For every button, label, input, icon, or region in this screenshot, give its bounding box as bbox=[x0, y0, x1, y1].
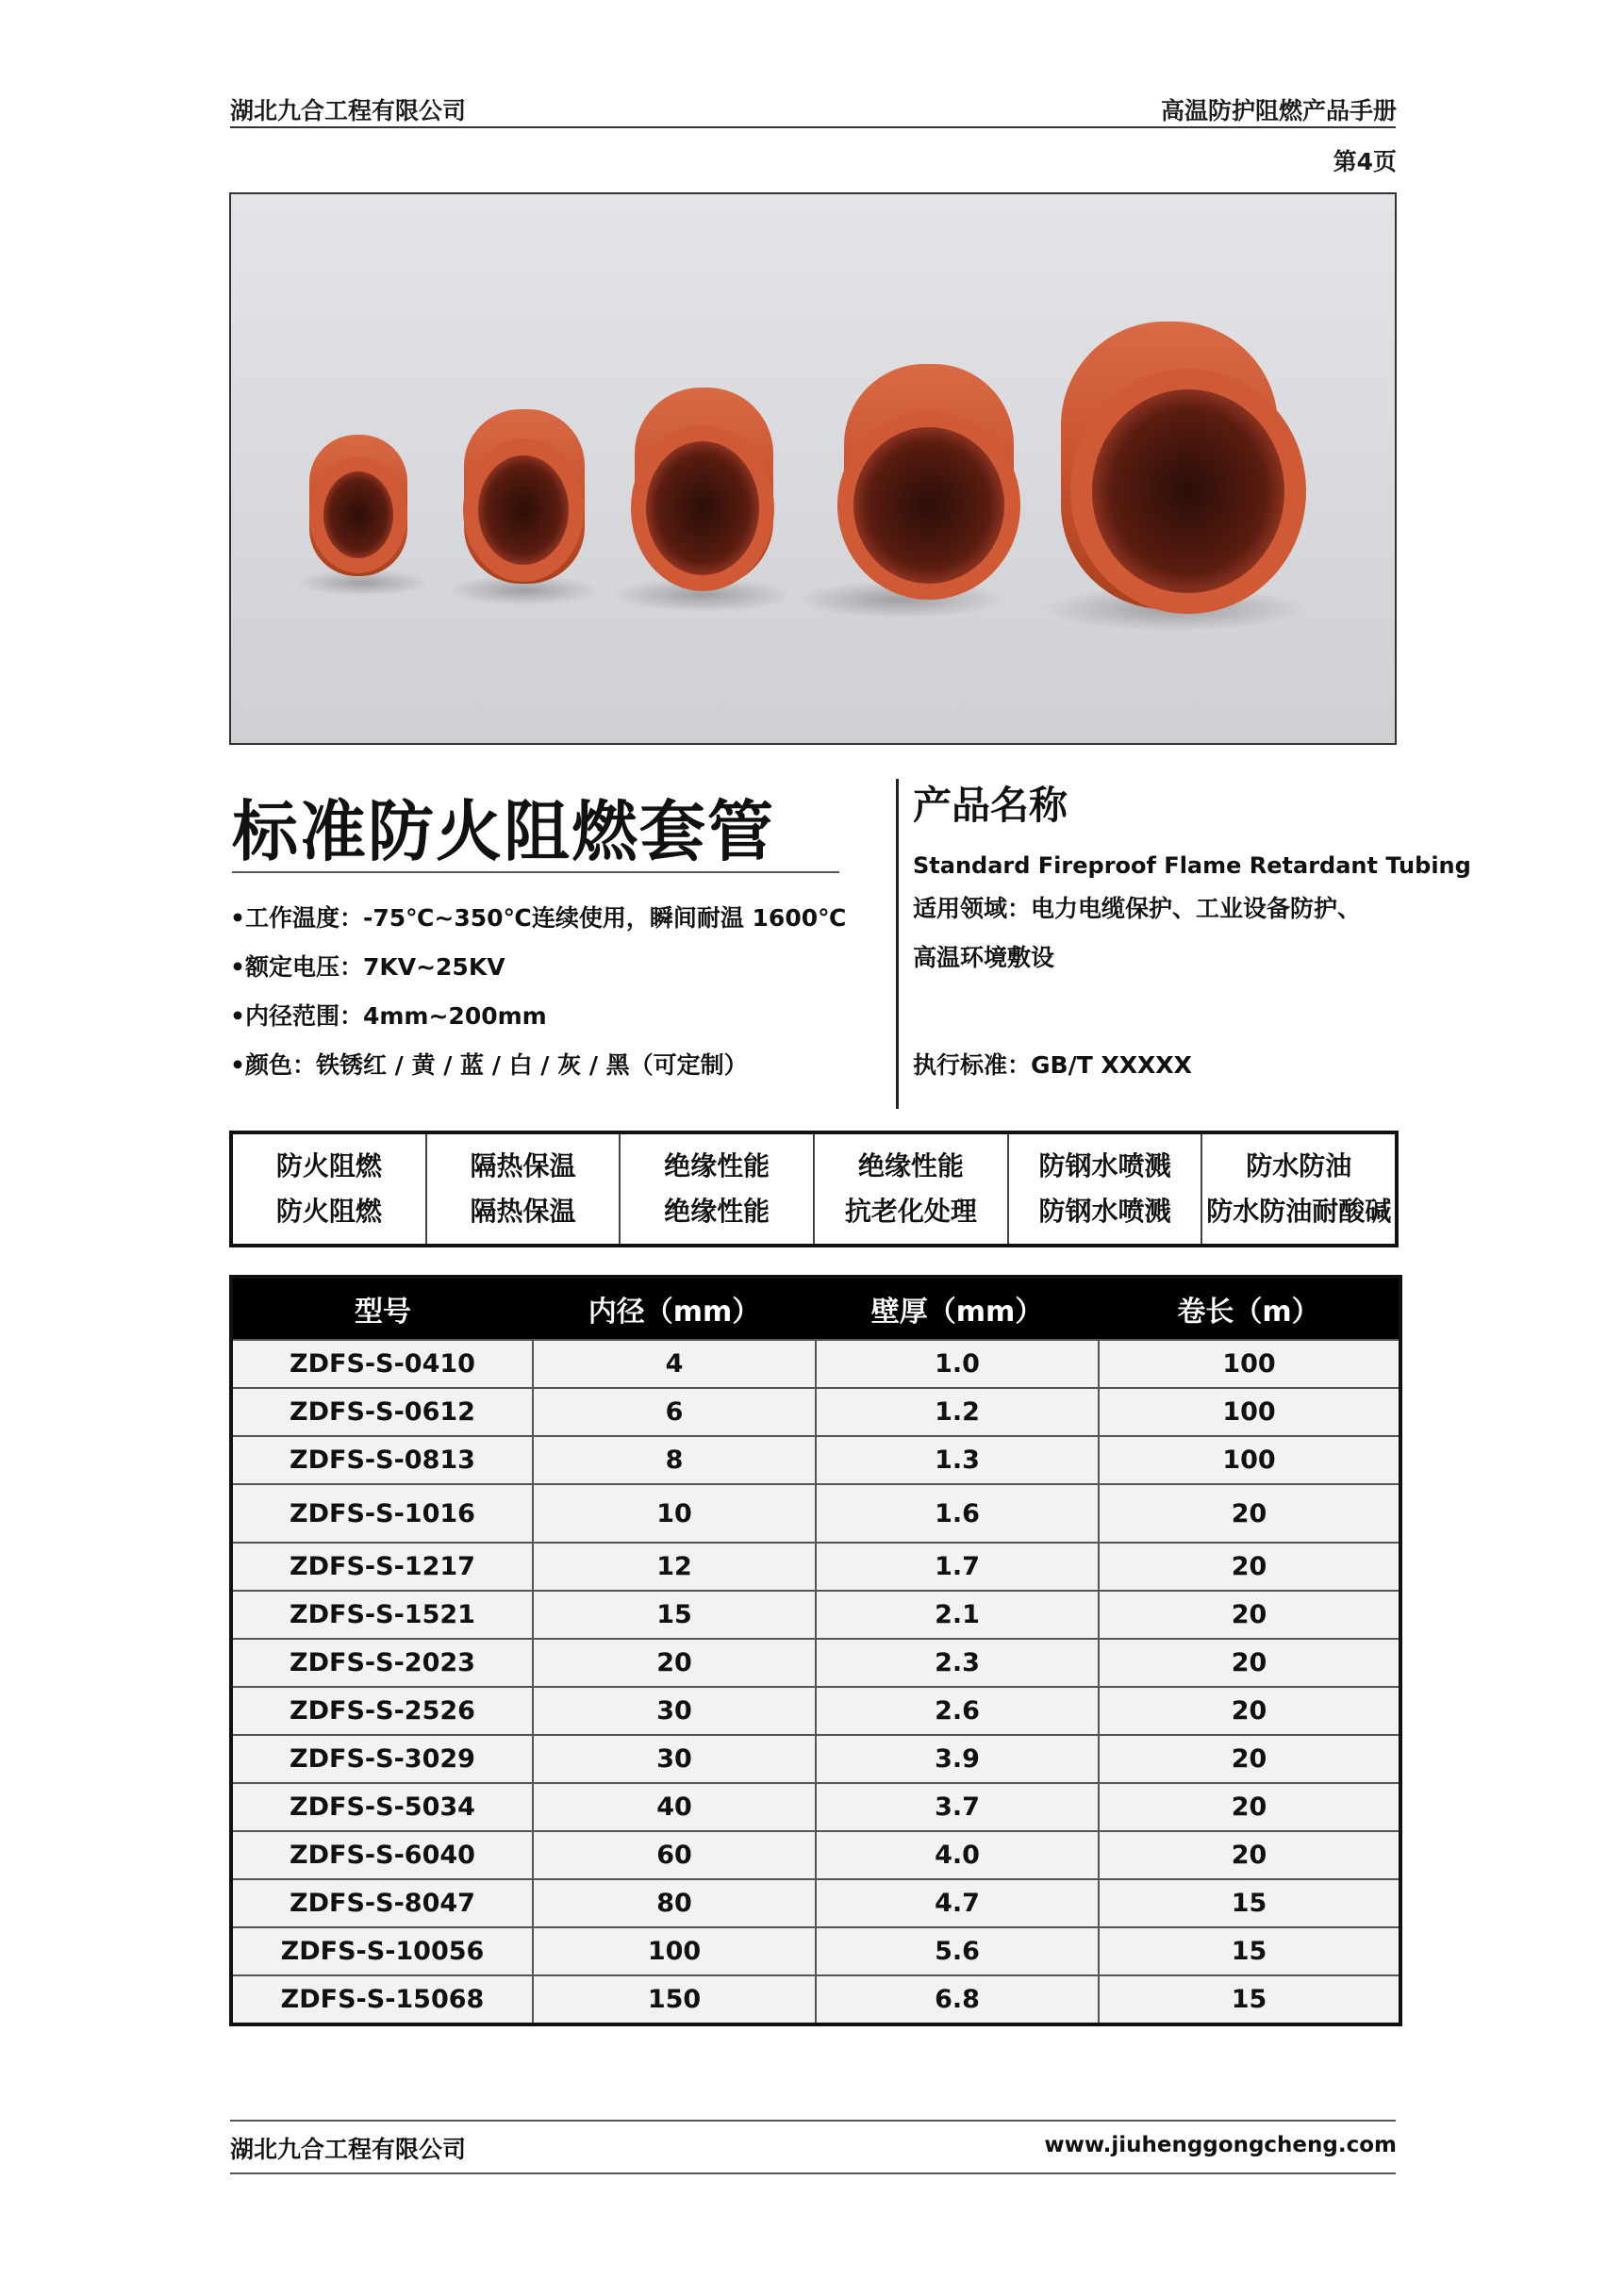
product-name-block bbox=[913, 781, 1471, 983]
cell-wall-thickness: 1.7 bbox=[816, 1543, 1099, 1591]
feature-cell bbox=[621, 1134, 815, 1244]
vertical-divider bbox=[896, 779, 899, 1109]
product-photo bbox=[229, 192, 1397, 745]
cell-inner-diameter: 30 bbox=[533, 1735, 816, 1783]
application-line-2: 高温环境敷设 bbox=[913, 944, 1055, 971]
cell-inner-diameter: 6 bbox=[533, 1388, 816, 1436]
cell-roll-length: 20 bbox=[1099, 1687, 1400, 1735]
product-title: 标准防火阻燃套管 bbox=[232, 793, 775, 870]
product-photo-tubes bbox=[231, 194, 1395, 743]
spec-temperature: •工作温度：-75℃~350℃连续使用，瞬间耐温 1600℃ bbox=[230, 904, 847, 932]
table-row bbox=[231, 1340, 1400, 1388]
spec-inner-diameter: •内径范围：4mm~200mm bbox=[230, 1002, 547, 1030]
spec-voltage: •额定电压：7KV~25KV bbox=[230, 953, 505, 981]
feature-cell bbox=[427, 1134, 621, 1244]
feature-top: 防钢水喷溅 bbox=[1038, 1150, 1171, 1181]
cell-model: ZDFS-S-6040 bbox=[231, 1831, 533, 1879]
table-row bbox=[231, 1388, 1400, 1436]
feature-top: 绝缘性能 bbox=[857, 1150, 964, 1181]
footer-divider-bottom bbox=[230, 2172, 1396, 2174]
spec-table bbox=[229, 1275, 1402, 2026]
feature-cell bbox=[1202, 1134, 1395, 1244]
standard-text: 执行标准：GB/T XXXXX bbox=[913, 1051, 1192, 1079]
table-row bbox=[231, 1484, 1400, 1543]
cell-wall-thickness: 2.1 bbox=[816, 1591, 1099, 1639]
table-row bbox=[231, 1543, 1400, 1591]
feature-top: 绝缘性能 bbox=[664, 1150, 770, 1181]
table-row bbox=[231, 1783, 1400, 1831]
cell-wall-thickness: 6.8 bbox=[816, 1975, 1099, 2024]
feature-bottom: 防水防油耐酸碱 bbox=[1206, 1196, 1392, 1227]
feature-cell bbox=[233, 1134, 427, 1244]
table-row bbox=[231, 1639, 1400, 1687]
product-name-heading: 产品名称 bbox=[913, 783, 1068, 828]
cell-wall-thickness: 2.6 bbox=[816, 1687, 1099, 1735]
application-line-1: 适用领域：电力电缆保护、工业设备防护、 bbox=[913, 895, 1362, 922]
cell-wall-thickness: 4.0 bbox=[816, 1831, 1099, 1879]
cell-roll-length: 20 bbox=[1099, 1639, 1400, 1687]
table-row bbox=[231, 1831, 1400, 1879]
cell-model: ZDFS-S-1217 bbox=[231, 1543, 533, 1591]
cell-roll-length: 100 bbox=[1099, 1340, 1400, 1388]
cell-model: ZDFS-S-15068 bbox=[231, 1975, 533, 2024]
table-row bbox=[231, 1975, 1400, 2024]
cell-model: ZDFS-S-2023 bbox=[231, 1639, 533, 1687]
cell-inner-diameter: 15 bbox=[533, 1591, 816, 1639]
feature-bottom: 绝缘性能 bbox=[664, 1196, 770, 1227]
cell-wall-thickness: 4.7 bbox=[816, 1879, 1099, 1927]
col-header-model: 型号 bbox=[231, 1277, 533, 1340]
header-manual-title: 高温防护阻燃产品手册 bbox=[1160, 97, 1397, 124]
feature-bottom: 抗老化处理 bbox=[844, 1196, 977, 1227]
cell-model: ZDFS-S-0612 bbox=[231, 1388, 533, 1436]
cell-roll-length: 100 bbox=[1099, 1388, 1400, 1436]
header-divider bbox=[230, 126, 1396, 128]
cell-inner-diameter: 30 bbox=[533, 1687, 816, 1735]
product-name-english: Standard Fireproof Flame Retardant Tubing bbox=[913, 852, 1471, 879]
cell-model: ZDFS-S-2526 bbox=[231, 1687, 533, 1735]
cell-wall-thickness: 1.2 bbox=[816, 1388, 1099, 1436]
cell-roll-length: 20 bbox=[1099, 1783, 1400, 1831]
feature-cell bbox=[1009, 1134, 1203, 1244]
cell-wall-thickness: 1.3 bbox=[816, 1436, 1099, 1484]
feature-top: 防水防油 bbox=[1246, 1150, 1352, 1181]
col-header-inner-diameter: 内径（mm） bbox=[533, 1277, 816, 1340]
cell-model: ZDFS-S-0410 bbox=[231, 1340, 533, 1388]
table-row bbox=[231, 1436, 1400, 1484]
feature-bottom: 防火阻燃 bbox=[275, 1196, 382, 1227]
cell-inner-diameter: 10 bbox=[533, 1484, 816, 1543]
page-number: 第4页 bbox=[1333, 148, 1397, 175]
cell-wall-thickness: 5.6 bbox=[816, 1927, 1099, 1975]
cell-model: ZDFS-S-0813 bbox=[231, 1436, 533, 1484]
cell-wall-thickness: 1.6 bbox=[816, 1484, 1099, 1543]
table-header-row bbox=[231, 1277, 1400, 1340]
cell-roll-length: 15 bbox=[1099, 1975, 1400, 2024]
cell-roll-length: 20 bbox=[1099, 1735, 1400, 1783]
table-row bbox=[231, 1927, 1400, 1975]
cell-model: ZDFS-S-5034 bbox=[231, 1783, 533, 1831]
cell-wall-thickness: 2.3 bbox=[816, 1639, 1099, 1687]
col-header-roll-length: 卷长（m） bbox=[1099, 1277, 1400, 1340]
cell-model: ZDFS-S-1016 bbox=[231, 1484, 533, 1543]
cell-inner-diameter: 8 bbox=[533, 1436, 816, 1484]
cell-roll-length: 15 bbox=[1099, 1927, 1400, 1975]
cell-roll-length: 20 bbox=[1099, 1543, 1400, 1591]
feature-grid bbox=[229, 1131, 1399, 1247]
cell-wall-thickness: 3.7 bbox=[816, 1783, 1099, 1831]
cell-inner-diameter: 40 bbox=[533, 1783, 816, 1831]
feature-top: 隔热保温 bbox=[470, 1150, 576, 1181]
cell-roll-length: 20 bbox=[1099, 1591, 1400, 1639]
feature-cell bbox=[815, 1134, 1009, 1244]
cell-model: ZDFS-S-3029 bbox=[231, 1735, 533, 1783]
cell-inner-diameter: 150 bbox=[533, 1975, 816, 2024]
table-row bbox=[231, 1735, 1400, 1783]
col-header-wall-thickness: 壁厚（mm） bbox=[816, 1277, 1099, 1340]
cell-roll-length: 100 bbox=[1099, 1436, 1400, 1484]
table-row bbox=[231, 1591, 1400, 1639]
cell-roll-length: 15 bbox=[1099, 1879, 1400, 1927]
cell-inner-diameter: 100 bbox=[533, 1927, 816, 1975]
feature-top: 防火阻燃 bbox=[275, 1150, 382, 1181]
cell-roll-length: 20 bbox=[1099, 1831, 1400, 1879]
cell-model: ZDFS-S-10056 bbox=[231, 1927, 533, 1975]
feature-bottom: 隔热保温 bbox=[470, 1196, 576, 1227]
cell-wall-thickness: 1.0 bbox=[816, 1340, 1099, 1388]
spec-colors: •颜色：铁锈红 / 黄 / 蓝 / 白 / 灰 / 黑（可定制） bbox=[230, 1051, 748, 1079]
table-row bbox=[231, 1687, 1400, 1735]
cell-inner-diameter: 12 bbox=[533, 1543, 816, 1591]
cell-model: ZDFS-S-8047 bbox=[231, 1879, 533, 1927]
cell-wall-thickness: 3.9 bbox=[816, 1735, 1099, 1783]
cell-model: ZDFS-S-1521 bbox=[231, 1591, 533, 1639]
footer-divider-top bbox=[230, 2120, 1396, 2122]
table-row bbox=[231, 1879, 1400, 1927]
header-company: 湖北九合工程有限公司 bbox=[230, 97, 467, 124]
footer-company: 湖北九合工程有限公司 bbox=[230, 2136, 467, 2163]
cell-inner-diameter: 4 bbox=[533, 1340, 816, 1388]
cell-inner-diameter: 20 bbox=[533, 1639, 816, 1687]
cell-inner-diameter: 60 bbox=[533, 1831, 816, 1879]
cell-roll-length: 20 bbox=[1099, 1484, 1400, 1543]
feature-bottom: 防钢水喷溅 bbox=[1038, 1196, 1171, 1227]
cell-inner-diameter: 80 bbox=[533, 1879, 816, 1927]
spec-list bbox=[230, 894, 846, 1090]
title-underline bbox=[232, 871, 839, 873]
footer-website: www.jiuhenggongcheng.com bbox=[1044, 2133, 1397, 2157]
